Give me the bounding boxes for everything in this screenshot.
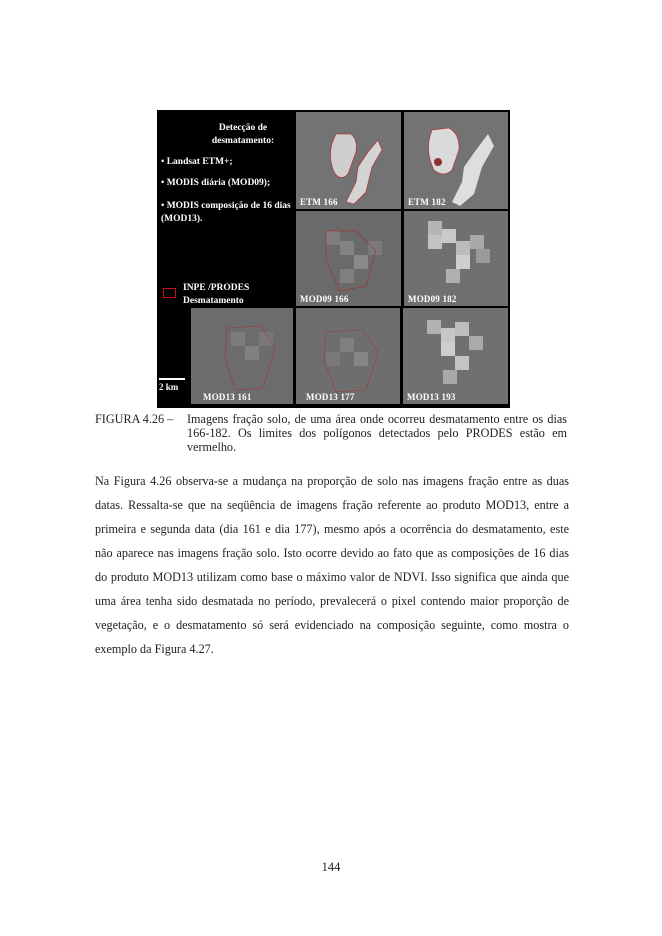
soil-fraction-image [404,112,508,209]
panel-mod13-177 [296,308,400,404]
panel-label: ETM 166 [300,197,338,207]
body-paragraph: Na Figura 4.26 observa-se a mudança na proporção de solo nas imagens fração entre as duas datas. Ressalta-se que na seqüência de imagens fração referente ao produto MOD13, entre a primeira e segunda data (dia 161 e dia 177), mesmo após a ocorrência do desmatamento, este não aparece nas imagens fração solo. Isto ocorre devido ao fato que as composições de 16 dias do produto MOD13 utilizam como base o máximo valor de NDVI. Isso significa que ainda que uma área tenha sido desmatada no período, prevalecerá o pixel contendo maior proporção de vegetação, e o desmatamento só será evidenciado na composição seguinte, como mostra o exemplo da Figura 4.27. [95,474,569,656]
caption-label: FIGURA 4.26 – [95,412,174,426]
panel-mod09-166 [296,211,401,306]
soil-fraction-image [191,308,293,404]
scale-label: 2 km [159,382,179,392]
soil-fraction-image [296,308,400,404]
soil-fraction-image [403,308,508,404]
figure-4-26 [157,110,510,408]
prodes-swatch [163,288,176,298]
panel-label: MOD09 182 [408,294,457,304]
panel-etm-166 [296,112,401,209]
legend-item-landsat: • Landsat ETM+; [161,157,233,167]
page-number: 144 [321,860,341,874]
legend-prodes: INPE /PRODES Desmatamento [183,283,250,306]
legend-item-mod13: • MODIS composição de 16 dias (MOD13). [161,201,291,224]
soil-fraction-image [296,112,401,209]
panel-label: MOD13 193 [407,392,456,402]
panel-mod13-193 [403,308,508,404]
panel-label: MOD09 166 [300,294,349,304]
scale-bar [159,378,185,380]
soil-fraction-image [296,211,401,306]
panel-label: MOD13 177 [306,392,355,402]
legend-item-mod09: • MODIS diária (MOD09); [161,178,271,188]
soil-fraction-image [404,211,508,306]
panel-label: MOD13 161 [203,392,252,402]
panel-mod13-161 [191,308,293,404]
legend-title: Detecção de desmatamento: [211,123,275,146]
panel-mod09-182 [404,211,508,306]
caption-text: Imagens fração solo, de uma área onde ocorreu desmatamento entre os dias 166-182. Os limites dos polígonos detectados pelo PRODES estão em vermelho. [187,412,567,454]
panel-etm-182 [404,112,508,209]
panel-label: ETM 182 [408,197,446,207]
figure-legend [161,122,297,306]
